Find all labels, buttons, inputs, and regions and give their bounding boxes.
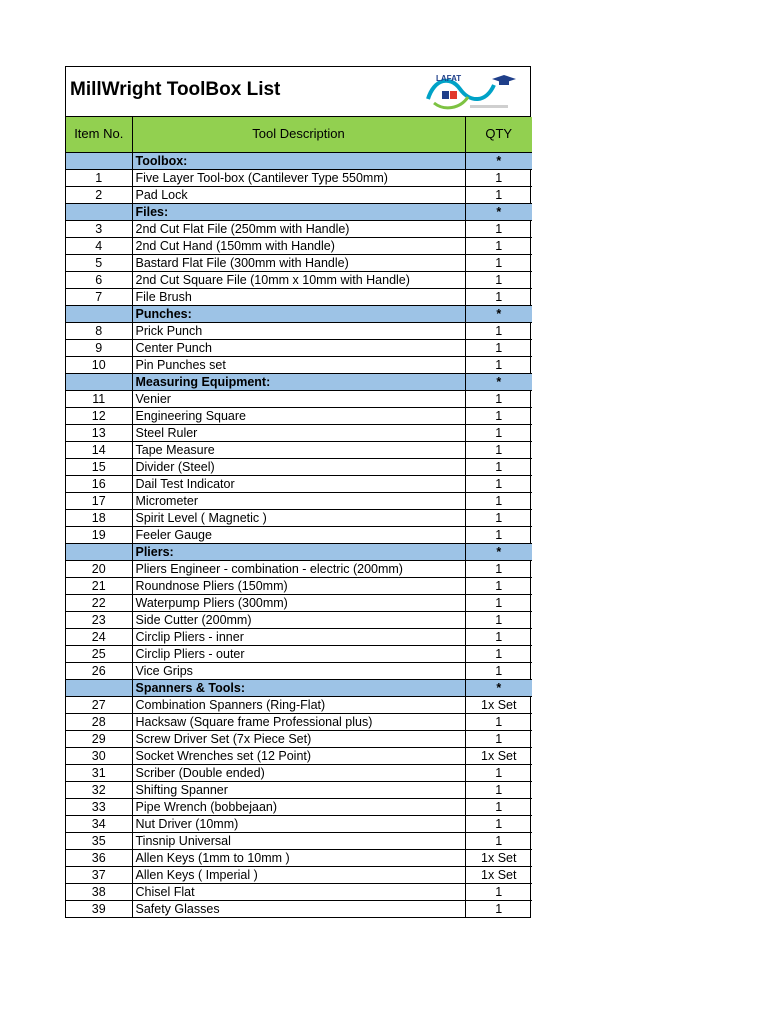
table-row xyxy=(66,526,532,543)
table-row xyxy=(66,900,532,917)
item-number-cell: 22 xyxy=(66,594,132,611)
quantity-cell: 1 xyxy=(465,390,532,407)
table-row xyxy=(66,322,532,339)
description-cell: Chisel Flat xyxy=(132,883,465,900)
table-row xyxy=(66,815,532,832)
quantity-cell: 1 xyxy=(465,730,532,747)
item-number-cell: 15 xyxy=(66,458,132,475)
description-cell: File Brush xyxy=(132,288,465,305)
quantity-cell: 1 xyxy=(465,713,532,730)
quantity-cell: 1 xyxy=(465,322,532,339)
item-number-cell: 12 xyxy=(66,407,132,424)
quantity-cell: 1 xyxy=(465,526,532,543)
description-cell: Hacksaw (Square frame Professional plus) xyxy=(132,713,465,730)
section-row xyxy=(66,152,532,169)
table-row xyxy=(66,475,532,492)
description-cell: 2nd Cut Flat File (250mm with Handle) xyxy=(132,220,465,237)
table-row xyxy=(66,730,532,747)
page-title: MillWright ToolBox List xyxy=(70,79,281,100)
table-row xyxy=(66,764,532,781)
header-qty: QTY xyxy=(465,117,532,152)
item-number-cell: 3 xyxy=(66,220,132,237)
item-number-cell: 8 xyxy=(66,322,132,339)
quantity-cell: * xyxy=(465,679,532,696)
table-row xyxy=(66,390,532,407)
description-cell: Nut Driver (10mm) xyxy=(132,815,465,832)
description-cell: Spanners & Tools: xyxy=(132,679,465,696)
description-cell: Side Cutter (200mm) xyxy=(132,611,465,628)
description-cell: Measuring Equipment: xyxy=(132,373,465,390)
item-number-cell: 5 xyxy=(66,254,132,271)
table-row xyxy=(66,509,532,526)
quantity-cell: 1 xyxy=(465,509,532,526)
item-number-cell xyxy=(66,305,132,322)
table-row xyxy=(66,713,532,730)
item-number-cell xyxy=(66,203,132,220)
table-row xyxy=(66,237,532,254)
quantity-cell: 1 xyxy=(465,832,532,849)
table-row xyxy=(66,441,532,458)
table-row xyxy=(66,458,532,475)
quantity-cell: 1 xyxy=(465,560,532,577)
item-number-cell: 30 xyxy=(66,747,132,764)
description-cell: Punches: xyxy=(132,305,465,322)
section-row xyxy=(66,679,532,696)
table-row xyxy=(66,594,532,611)
item-number-cell: 18 xyxy=(66,509,132,526)
quantity-cell: 1 xyxy=(465,254,532,271)
quantity-cell: 1 xyxy=(465,611,532,628)
item-number-cell: 16 xyxy=(66,475,132,492)
description-cell: Pad Lock xyxy=(132,186,465,203)
toolbox-table xyxy=(66,117,532,917)
item-number-cell: 38 xyxy=(66,883,132,900)
table-row xyxy=(66,832,532,849)
quantity-cell: 1 xyxy=(465,441,532,458)
quantity-cell: 1x Set xyxy=(465,747,532,764)
table-row xyxy=(66,866,532,883)
section-row xyxy=(66,543,532,560)
quantity-cell: 1 xyxy=(465,883,532,900)
item-number-cell: 4 xyxy=(66,237,132,254)
description-cell: 2nd Cut Hand (150mm with Handle) xyxy=(132,237,465,254)
table-row xyxy=(66,883,532,900)
item-number-cell xyxy=(66,543,132,560)
description-cell: Roundnose Pliers (150mm) xyxy=(132,577,465,594)
table-row xyxy=(66,662,532,679)
quantity-cell: 1 xyxy=(465,815,532,832)
item-number-cell: 28 xyxy=(66,713,132,730)
description-cell: Five Layer Tool-box (Cantilever Type 550mm) xyxy=(132,169,465,186)
quantity-cell: 1 xyxy=(465,781,532,798)
quantity-cell: 1 xyxy=(465,356,532,373)
quantity-cell: 1 xyxy=(465,186,532,203)
header-item-no: Item No. xyxy=(66,117,132,152)
table-header-row xyxy=(66,117,532,152)
quantity-cell: * xyxy=(465,543,532,560)
item-number-cell: 25 xyxy=(66,645,132,662)
table-row xyxy=(66,696,532,713)
description-cell: Pliers: xyxy=(132,543,465,560)
table-row xyxy=(66,747,532,764)
item-number-cell: 14 xyxy=(66,441,132,458)
description-cell: Steel Ruler xyxy=(132,424,465,441)
item-number-cell: 37 xyxy=(66,866,132,883)
description-cell: Micrometer xyxy=(132,492,465,509)
quantity-cell: 1 xyxy=(465,339,532,356)
description-cell: Shifting Spanner xyxy=(132,781,465,798)
quantity-cell: 1 xyxy=(465,475,532,492)
item-number-cell: 13 xyxy=(66,424,132,441)
item-number-cell: 27 xyxy=(66,696,132,713)
description-cell: Spirit Level ( Magnetic ) xyxy=(132,509,465,526)
description-cell: Circlip Pliers - outer xyxy=(132,645,465,662)
quantity-cell: 1 xyxy=(465,900,532,917)
item-number-cell: 33 xyxy=(66,798,132,815)
table-row xyxy=(66,492,532,509)
quantity-cell: 1 xyxy=(465,407,532,424)
header-description: Tool Description xyxy=(132,117,465,152)
item-number-cell: 6 xyxy=(66,271,132,288)
table-row xyxy=(66,254,532,271)
item-number-cell: 20 xyxy=(66,560,132,577)
description-cell: Dail Test Indicator xyxy=(132,475,465,492)
item-number-cell xyxy=(66,152,132,169)
table-row xyxy=(66,169,532,186)
item-number-cell: 24 xyxy=(66,628,132,645)
lafat-logo xyxy=(420,69,516,113)
item-number-cell: 31 xyxy=(66,764,132,781)
table-row xyxy=(66,781,532,798)
description-cell: Combination Spanners (Ring-Flat) xyxy=(132,696,465,713)
item-number-cell xyxy=(66,679,132,696)
description-cell: Screw Driver Set (7x Piece Set) xyxy=(132,730,465,747)
table-row xyxy=(66,339,532,356)
description-cell: Feeler Gauge xyxy=(132,526,465,543)
table-row xyxy=(66,271,532,288)
table-row xyxy=(66,645,532,662)
quantity-cell: 1 xyxy=(465,798,532,815)
section-row xyxy=(66,203,532,220)
quantity-cell: 1 xyxy=(465,288,532,305)
quantity-cell: 1 xyxy=(465,492,532,509)
item-number-cell: 34 xyxy=(66,815,132,832)
quantity-cell: * xyxy=(465,152,532,169)
table-row xyxy=(66,849,532,866)
table-row xyxy=(66,186,532,203)
description-cell: Files: xyxy=(132,203,465,220)
quantity-cell: * xyxy=(465,203,532,220)
table-row xyxy=(66,628,532,645)
title-row xyxy=(66,67,530,117)
item-number-cell xyxy=(66,373,132,390)
item-number-cell: 17 xyxy=(66,492,132,509)
description-cell: Allen Keys (1mm to 10mm ) xyxy=(132,849,465,866)
quantity-cell: 1 xyxy=(465,169,532,186)
table-row xyxy=(66,356,532,373)
quantity-cell: 1 xyxy=(465,662,532,679)
description-cell: Waterpump Pliers (300mm) xyxy=(132,594,465,611)
description-cell: Vice Grips xyxy=(132,662,465,679)
section-row xyxy=(66,373,532,390)
quantity-cell: 1x Set xyxy=(465,696,532,713)
description-cell: Bastard Flat File (300mm with Handle) xyxy=(132,254,465,271)
item-number-cell: 10 xyxy=(66,356,132,373)
item-number-cell: 11 xyxy=(66,390,132,407)
quantity-cell: 1 xyxy=(465,577,532,594)
item-number-cell: 2 xyxy=(66,186,132,203)
item-number-cell: 39 xyxy=(66,900,132,917)
quantity-cell: 1x Set xyxy=(465,866,532,883)
description-cell: Socket Wrenches set (12 Point) xyxy=(132,747,465,764)
item-number-cell: 29 xyxy=(66,730,132,747)
item-number-cell: 1 xyxy=(66,169,132,186)
table-row xyxy=(66,798,532,815)
description-cell: Divider (Steel) xyxy=(132,458,465,475)
description-cell: Toolbox: xyxy=(132,152,465,169)
description-cell: Pipe Wrench (bobbejaan) xyxy=(132,798,465,815)
table-row xyxy=(66,288,532,305)
logo-text: LAFAT xyxy=(436,74,462,83)
quantity-cell: 1 xyxy=(465,237,532,254)
description-cell: Safety Glasses xyxy=(132,900,465,917)
item-number-cell: 26 xyxy=(66,662,132,679)
description-cell: Allen Keys ( Imperial ) xyxy=(132,866,465,883)
item-number-cell: 23 xyxy=(66,611,132,628)
table-row xyxy=(66,577,532,594)
description-cell: Prick Punch xyxy=(132,322,465,339)
quantity-cell: * xyxy=(465,373,532,390)
quantity-cell: 1 xyxy=(465,628,532,645)
table-row xyxy=(66,407,532,424)
table-row xyxy=(66,611,532,628)
quantity-cell: 1 xyxy=(465,764,532,781)
item-number-cell: 35 xyxy=(66,832,132,849)
description-cell: 2nd Cut Square File (10mm x 10mm with Handle) xyxy=(132,271,465,288)
quantity-cell: * xyxy=(465,305,532,322)
quantity-cell: 1 xyxy=(465,458,532,475)
item-number-cell: 7 xyxy=(66,288,132,305)
description-cell: Pin Punches set xyxy=(132,356,465,373)
quantity-cell: 1x Set xyxy=(465,849,532,866)
item-number-cell: 9 xyxy=(66,339,132,356)
description-cell: Scriber (Double ended) xyxy=(132,764,465,781)
quantity-cell: 1 xyxy=(465,424,532,441)
item-number-cell: 19 xyxy=(66,526,132,543)
description-cell: Center Punch xyxy=(132,339,465,356)
section-row xyxy=(66,305,532,322)
description-cell: Engineering Square xyxy=(132,407,465,424)
item-number-cell: 21 xyxy=(66,577,132,594)
description-cell: Pliers Engineer - combination - electric (200mm) xyxy=(132,560,465,577)
quantity-cell: 1 xyxy=(465,594,532,611)
description-cell: Tinsnip Universal xyxy=(132,832,465,849)
quantity-cell: 1 xyxy=(465,645,532,662)
table-row xyxy=(66,424,532,441)
table-row xyxy=(66,560,532,577)
description-cell: Circlip Pliers - inner xyxy=(132,628,465,645)
quantity-cell: 1 xyxy=(465,271,532,288)
table-row xyxy=(66,220,532,237)
toolbox-sheet xyxy=(65,66,531,918)
quantity-cell: 1 xyxy=(465,220,532,237)
description-cell: Venier xyxy=(132,390,465,407)
item-number-cell: 36 xyxy=(66,849,132,866)
description-cell: Tape Measure xyxy=(132,441,465,458)
item-number-cell: 32 xyxy=(66,781,132,798)
